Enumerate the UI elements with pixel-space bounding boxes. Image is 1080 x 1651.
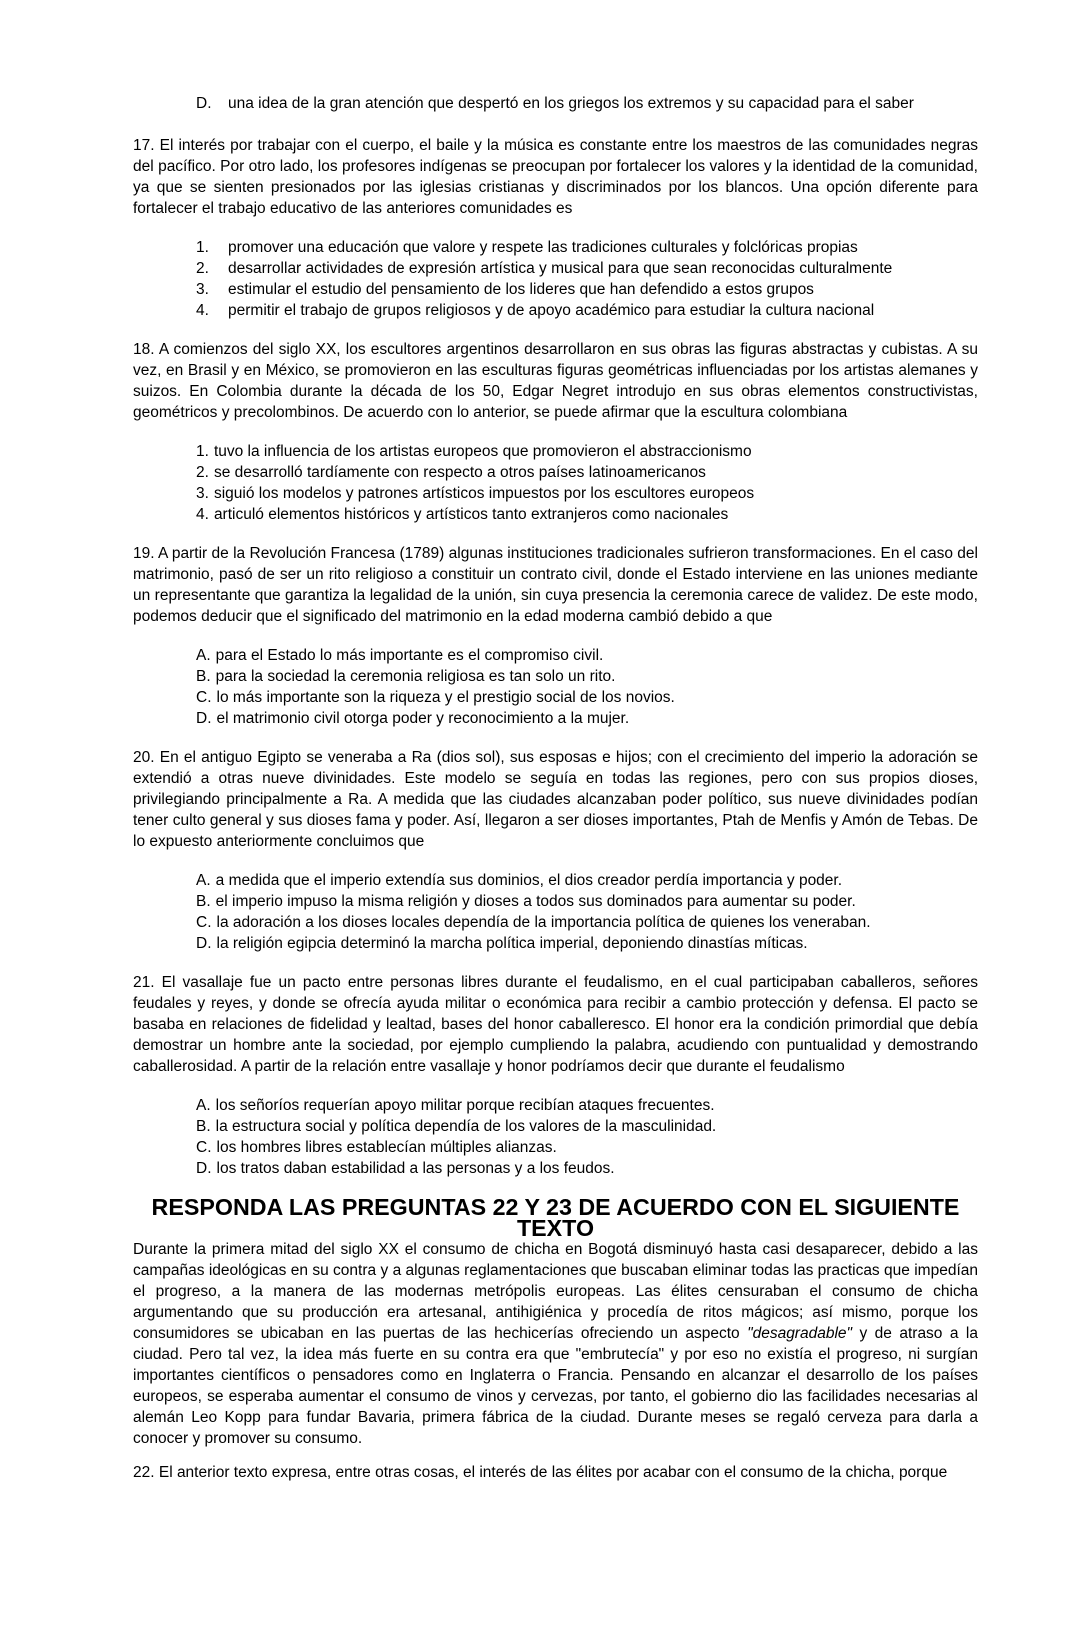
option-label: C. (196, 914, 212, 931)
option-label: 2. (196, 464, 209, 481)
option-label: A. (196, 1097, 211, 1114)
option-text: la adoración a los dioses locales dependía de la importancia política de quienes los veneraban. (216, 914, 871, 931)
reading-passage (133, 1239, 978, 1449)
question-18-options (133, 441, 978, 525)
option-text: para el Estado lo más importante es el compromiso civil. (215, 647, 604, 664)
option-text: articuló elementos históricos y artísticos tanto extranjeros como nacionales (213, 506, 729, 523)
question-21-options (133, 1095, 978, 1179)
option-text: tuvo la influencia de los artistas europeos que promovieron el abstraccionismo (213, 443, 752, 460)
question-19 (133, 543, 978, 729)
option (196, 708, 978, 729)
option (196, 1095, 978, 1116)
option (196, 891, 978, 912)
option-label: 4. (196, 302, 209, 319)
option-text: estimular el estudio del pensamiento de los lideres que han defendido a estos grupos (228, 281, 814, 298)
question-17-options (133, 237, 978, 321)
option-label: D. (196, 710, 212, 727)
option-text: para la sociedad la ceremonia religiosa es tan solo un rito. (215, 668, 616, 685)
option-label: C. (196, 1139, 212, 1156)
option (196, 462, 978, 483)
option-text: los señoríos requerían apoyo militar porque recibían ataques frecuentes. (215, 1097, 715, 1114)
option-label: D. (196, 935, 212, 952)
option (196, 300, 978, 321)
passage-text: y de atraso a la ciudad. Pero tal vez, la idea más fuerte en su contra era que "embrutecía" y por eso no existía el progreso, ni surgían importantes científicos o pensadores como en Inglaterra o Francia. Pensando en alcanzar el desarrollo de los países europeos, se esperaba aumentar el consumo de vinos y cervezas, por tanto, el gobierno dio las facilidades necesarias al alemán Leo Kopp para fundar Bavaria, primera fábrica de la ciudad. Durante meses se regaló cerveza para darla a conocer y promover su consumo. (133, 1325, 978, 1447)
option-label: 1. (196, 239, 209, 256)
option-label: B. (196, 1118, 211, 1135)
option-label: A. (196, 647, 211, 664)
option (196, 1116, 978, 1137)
option (196, 441, 978, 462)
option-text: desarrollar actividades de expresión artística y musical para que sean reconocidas culturalmente (228, 260, 893, 277)
option (196, 237, 978, 258)
passage-text: Durante la primera mitad del siglo XX el consumo de chicha en Bogotá disminuyó hasta casi desaparecer, debido a las campañas ideológicas en su contra y a algunas reglamentaciones que buscaban eliminar todas las practicas que impedían el progreso, a la manera de las modernas metrópolis europeas. Las élites censuraban el consumo de chicha argumentando que su producción era artesanal, antihigiénica y procedía de ritos mágicos; así mismo, porque los consumidores se ubicaban en las puertas de las hechicerías ofreciendo un aspecto (133, 1241, 978, 1342)
question-17-stem: 17. El interés por trabajar con el cuerpo, el baile y la música es constante entre los maestros de las comunidades negras del pacífico. Por otro lado, los profesores indígenas se preocupan por fortalecer los valores y la identidad de la comunidad, ya que se sienten presionados por las iglesias cristianas y discriminados por los blancos. Una opción diferente para fortalecer el trabajo educativo de las anteriores comunidades es (133, 137, 978, 217)
option-text: a medida que el imperio extendía sus dominios, el dios creador perdía importancia y poder. (215, 872, 843, 889)
option (196, 912, 978, 933)
section-header: RESPONDA LAS PREGUNTAS 22 Y 23 DE ACUERDO CON EL SIGUIENTE TEXTO (151, 1194, 960, 1241)
option-text: lo más importante son la riqueza y el prestigio social de los novios. (216, 689, 675, 706)
question-19-stem: 19. A partir de la Revolución Francesa (1789) algunas instituciones tradicionales sufrieron transformaciones. En el caso del matrimonio, pasó de ser un rito religioso a constituir un contrato civil, donde el Estado interviene en las uniones mediante un representante que garantiza la legalidad de la unión, sin cuya presencia la ceremonia carece de validez. De este modo, podemos deducir que el significado del matrimonio en la edad moderna cambió debido a que (133, 545, 978, 625)
option-text: la estructura social y política dependía de los valores de la masculinidad. (215, 1118, 717, 1135)
option (196, 687, 978, 708)
option-label: D. (196, 95, 212, 112)
option-label: B. (196, 893, 211, 910)
question-19-options (133, 645, 978, 729)
option (196, 645, 978, 666)
passage-italic-word: "desagradable" (747, 1325, 853, 1342)
question-17 (133, 135, 978, 321)
option-label: A. (196, 872, 211, 889)
option-label: 4. (196, 506, 209, 523)
option (196, 1158, 978, 1179)
option-text: el imperio impuso la misma religión y dioses a todos sus dominados para aumentar su poder. (215, 893, 856, 910)
question-20-options (133, 870, 978, 954)
option (196, 1137, 978, 1158)
question-21-stem: 21. El vasallaje fue un pacto entre personas libres durante el feudalismo, en el cual participaban caballeros, señores feudales y reyes, y donde se ofrecía ayuda militar o económica para recibir a cambio protección y defensa. El pacto se basaba en relaciones de fidelidad y lealtad, bases del honor caballeresco. El honor era la condición primordial que debía demostrar un hombre ante la sociedad, por ejemplo cumpliendo la palabra, acudiendo con puntualidad y demostrando caballerosidad. A partir de la relación entre vasallaje y honor podríamos decir que durante el feudalismo (133, 974, 978, 1075)
option (196, 504, 978, 525)
option-label: D. (196, 1160, 212, 1177)
option (196, 483, 978, 504)
question-22-stem: 22. El anterior texto expresa, entre otras cosas, el interés de las élites por acabar con el consumo de la chicha, porque (133, 1464, 948, 1481)
option-text: el matrimonio civil otorga poder y reconocimiento a la mujer. (216, 710, 630, 727)
option-label: 1. (196, 443, 209, 460)
option (196, 870, 978, 891)
option-text: siguió los modelos y patrones artísticos impuestos por los escultores europeos (213, 485, 755, 502)
question-20-stem: 20. En el antiguo Egipto se veneraba a Ra (dios sol), sus esposas e hijos; con el crecimiento del imperio la adoración se extendió a otras nueve divinidades. Este modelo se seguía en todas las regiones, pero con sus propios dioses, privilegiando principalmente a Ra. A medida que las ciudades alcanzaban poder político, sus nueve divinidades podían tener culto general y sus dioses fama y poder. Así, llegaron a ser dioses importantes, Ptah de Menfis y Amón de Tebas. De lo expuesto anteriormente concluimos que (133, 749, 978, 850)
option (196, 279, 978, 300)
option-text: promover una educación que valore y respete las tradiciones culturales y folclóricas propias (228, 239, 858, 256)
option-label: 3. (196, 281, 209, 298)
option-text: se desarrolló tardíamente con respecto a otros países latinoamericanos (213, 464, 706, 481)
option-text: una idea de la gran atención que despertó en los griegos los extremos y su capacidad para el saber (228, 95, 914, 112)
option-text: permitir el trabajo de grupos religiosos y de apoyo académico para estudiar la cultura nacional (228, 302, 875, 319)
option-label: C. (196, 689, 212, 706)
option-text: la religión egipcia determinó la marcha política imperial, deponiendo dinastías míticas. (216, 935, 808, 952)
question-21 (133, 972, 978, 1179)
question-18-stem: 18. A comienzos del siglo XX, los escultores argentinos desarrollaron en sus obras las figuras abstractas y cubistas. A su vez, en Brasil y en México, se promovieron en las esculturas figuras geométricas influenciadas por los artistas alemanes y suizos. En Colombia durante la década de los 50, Edgar Negret introdujo en sus obras elementos constructivistas, geométricos y precolombinos. De acuerdo con lo anterior, se puede afirmar que la escultura colombiana (133, 341, 978, 421)
option (196, 666, 978, 687)
option-text: los hombres libres establecían múltiples alianzas. (216, 1139, 557, 1156)
option-text: los tratos daban estabilidad a las personas y a los feudos. (216, 1160, 615, 1177)
option (196, 258, 978, 279)
question-20 (133, 747, 978, 954)
intro-option-d (133, 93, 978, 114)
option-label: B. (196, 668, 211, 685)
option-label: 2. (196, 260, 209, 277)
option (196, 933, 978, 954)
question-18 (133, 339, 978, 525)
option-label: 3. (196, 485, 209, 502)
